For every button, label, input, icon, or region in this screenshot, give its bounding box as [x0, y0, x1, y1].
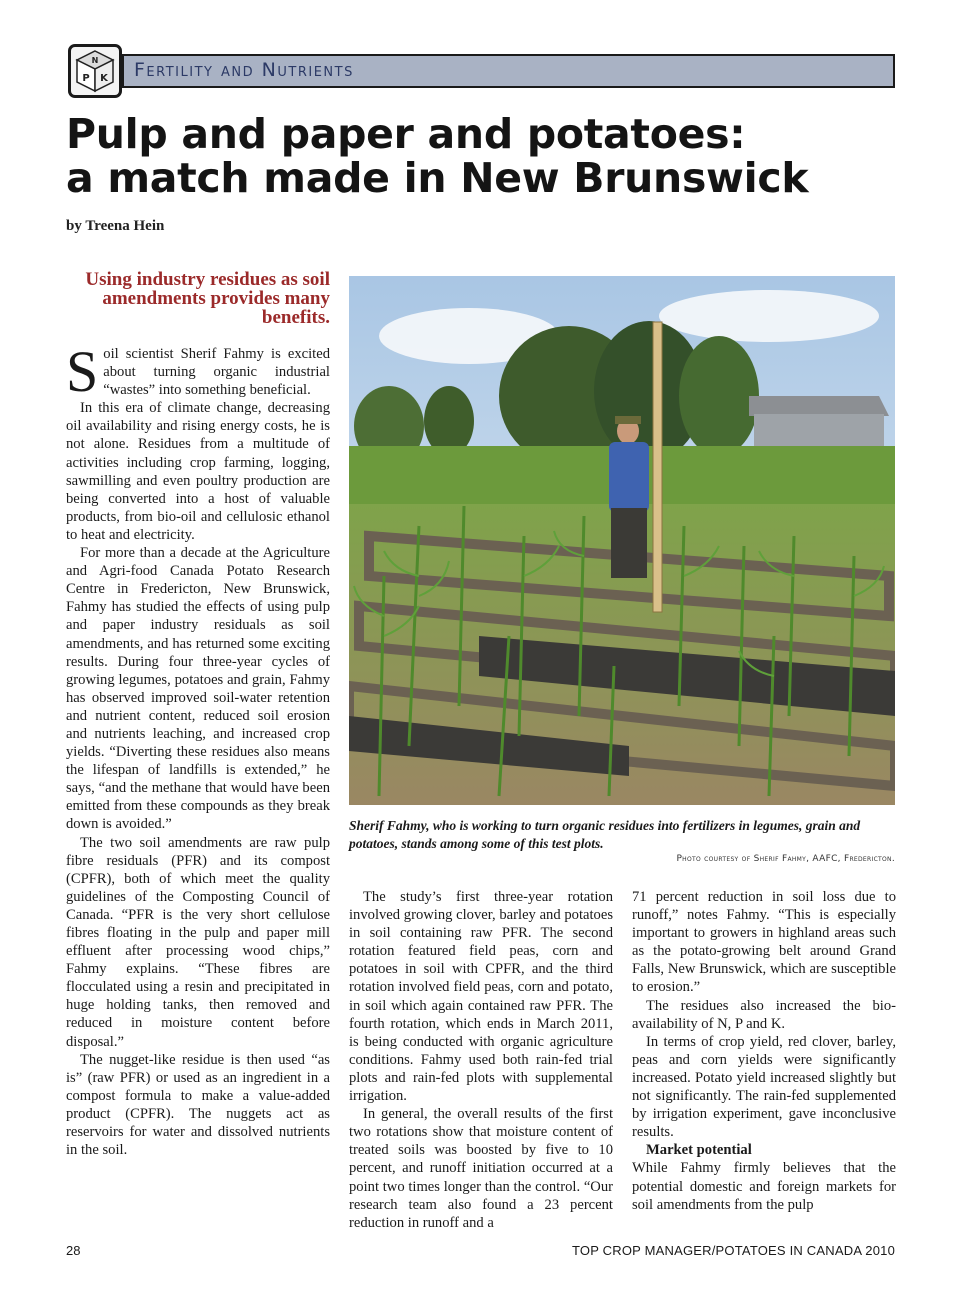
body-column-2 [349, 888, 613, 1232]
logo-letter-n: N [91, 56, 99, 65]
page-number: 28 [66, 1243, 81, 1258]
body-column-3 [632, 888, 896, 1214]
body-paragraph: In terms of crop yield, red clover, barley, peas and corn yields were significantly increased. Potato yield increased slightly but not significantly. The rain-fed supplemented by irrigation experiment, gave inconclusive results. [632, 1033, 896, 1141]
body-paragraph: While Fahmy firmly believes that the potential domestic and foreign markets for soil amendments from the pulp [632, 1160, 896, 1213]
body-paragraph: In this era of climate change, decreasing oil availability and rising energy costs, he is not alone. Residues from a multitude of activities including crop farming, logging, sawmilling and even poultry production are being converted into a host of valuable products, from bio-oil and cellulosic ethanol to heat and electricity. [66, 400, 330, 543]
headline-line-2: a match made in New Brunswick [66, 154, 809, 202]
body-paragraph: The two soil amendments are raw pulp fibre residuals (PFR) and its compost (CPFR), both of which meet the quality guidelines of the Composting Council of Canada. “PFR is the very short cellulose fibres floating in the pulp and paper mill effluent after processing wood chips,” Fahmy explains. “These fibres are flocculated using a resin and precipitated in huge holding tanks, then removed and reduced in moisture content before disposal.” [66, 834, 330, 1050]
section-title: Fertility and Nutrients [134, 59, 354, 81]
running-footer: TOP CROP MANAGER/POTATOES IN CANADA 2010 [572, 1243, 895, 1258]
drop-cap: S [66, 339, 99, 404]
photo-credit: Photo courtesy of Sherif Fahmy, AAFC, Fredericton. [676, 854, 895, 864]
body-paragraph: For more than a decade at the Agriculture and Agri-food Canada Potato Research Centre in Fredericton, New Brunswick, Fahmy has studied the effects of using pulp and paper industry residuals as soil amendments, and has returned some exciting results. During four three-year cycles of growing legumes, potatoes and grain, Fahmy has observed improved soil-water retention and nutrient content, reduced soil erosion and nutrients leaching, and increased crop yields. “Diverting these residues also means the lifespan of landfills is extended,” he says, “and the methane that would have been emitted from these compounds as they break down is avoided.” [66, 545, 330, 833]
subhead-market-potential: Market potential [646, 1142, 752, 1159]
article-deck: Using industry residues as soil amendments provides many benefits. [85, 269, 330, 328]
body-paragraph: The study’s first three-year rotation involved growing clover, barley and potatoes in soil containing raw PFR. The second rotation featured field peas, corn and potatoes in soil with CPFR, and the third rotation involved field peas, corn and potato, in soil which again contained raw PFR. The fourth rotation, which ends in March 2011, is being conducted with organic agriculture conditions. Fahmy used both rain-fed trial plots and rain-fed plots with supplemental irrigation. [349, 889, 613, 1105]
section-logo [68, 44, 122, 98]
byline: by Treena Hein [66, 218, 165, 234]
npk-cube-icon [71, 47, 119, 95]
photo-caption: Sherif Fahmy, who is working to turn organic residues into fertilizers in legumes, grain and potatoes, stands among some of this test plots. [349, 818, 861, 851]
body-paragraph: 71 percent reduction in soil loss due to runoff,” notes Fahmy. “This is especially important to growers in highland areas such as the potato-growing belt around Grand Falls, New Brunswick, which are susceptible to erosion.” [632, 889, 896, 996]
field-plots-illustration [349, 276, 895, 805]
headline-line-1: Pulp and paper and potatoes: [66, 110, 746, 158]
body-paragraph: The residues also increased the bio-availability of N, P and K. [632, 997, 896, 1032]
body-paragraph: Soil scientist Sherif Fahmy is excited about turning organic industrial “wastes” into something beneficial. [66, 339, 330, 404]
logo-letter-p: P [82, 73, 90, 84]
logo-letter-k: K [100, 73, 108, 84]
body-column-1 [66, 339, 330, 1159]
body-paragraph: The nugget-like residue is then used “as is” (raw PFR) or used as an ingredient in a compost formula to make a value-added product (CPFR). The nuggets act as reservoirs for water and dissolved nutrients in the soil. [66, 1051, 330, 1159]
article-headline [66, 112, 886, 200]
section-header-band [122, 54, 895, 88]
article-photo [349, 276, 895, 805]
body-paragraph: In general, the overall results of the first two rotations show that moisture content of treated soils was boosted by five to 10 percent, and runoff initiation occurred at a point two times longer than the control. “Our research team also found a 23 percent reduction in runoff and a [349, 1106, 613, 1231]
